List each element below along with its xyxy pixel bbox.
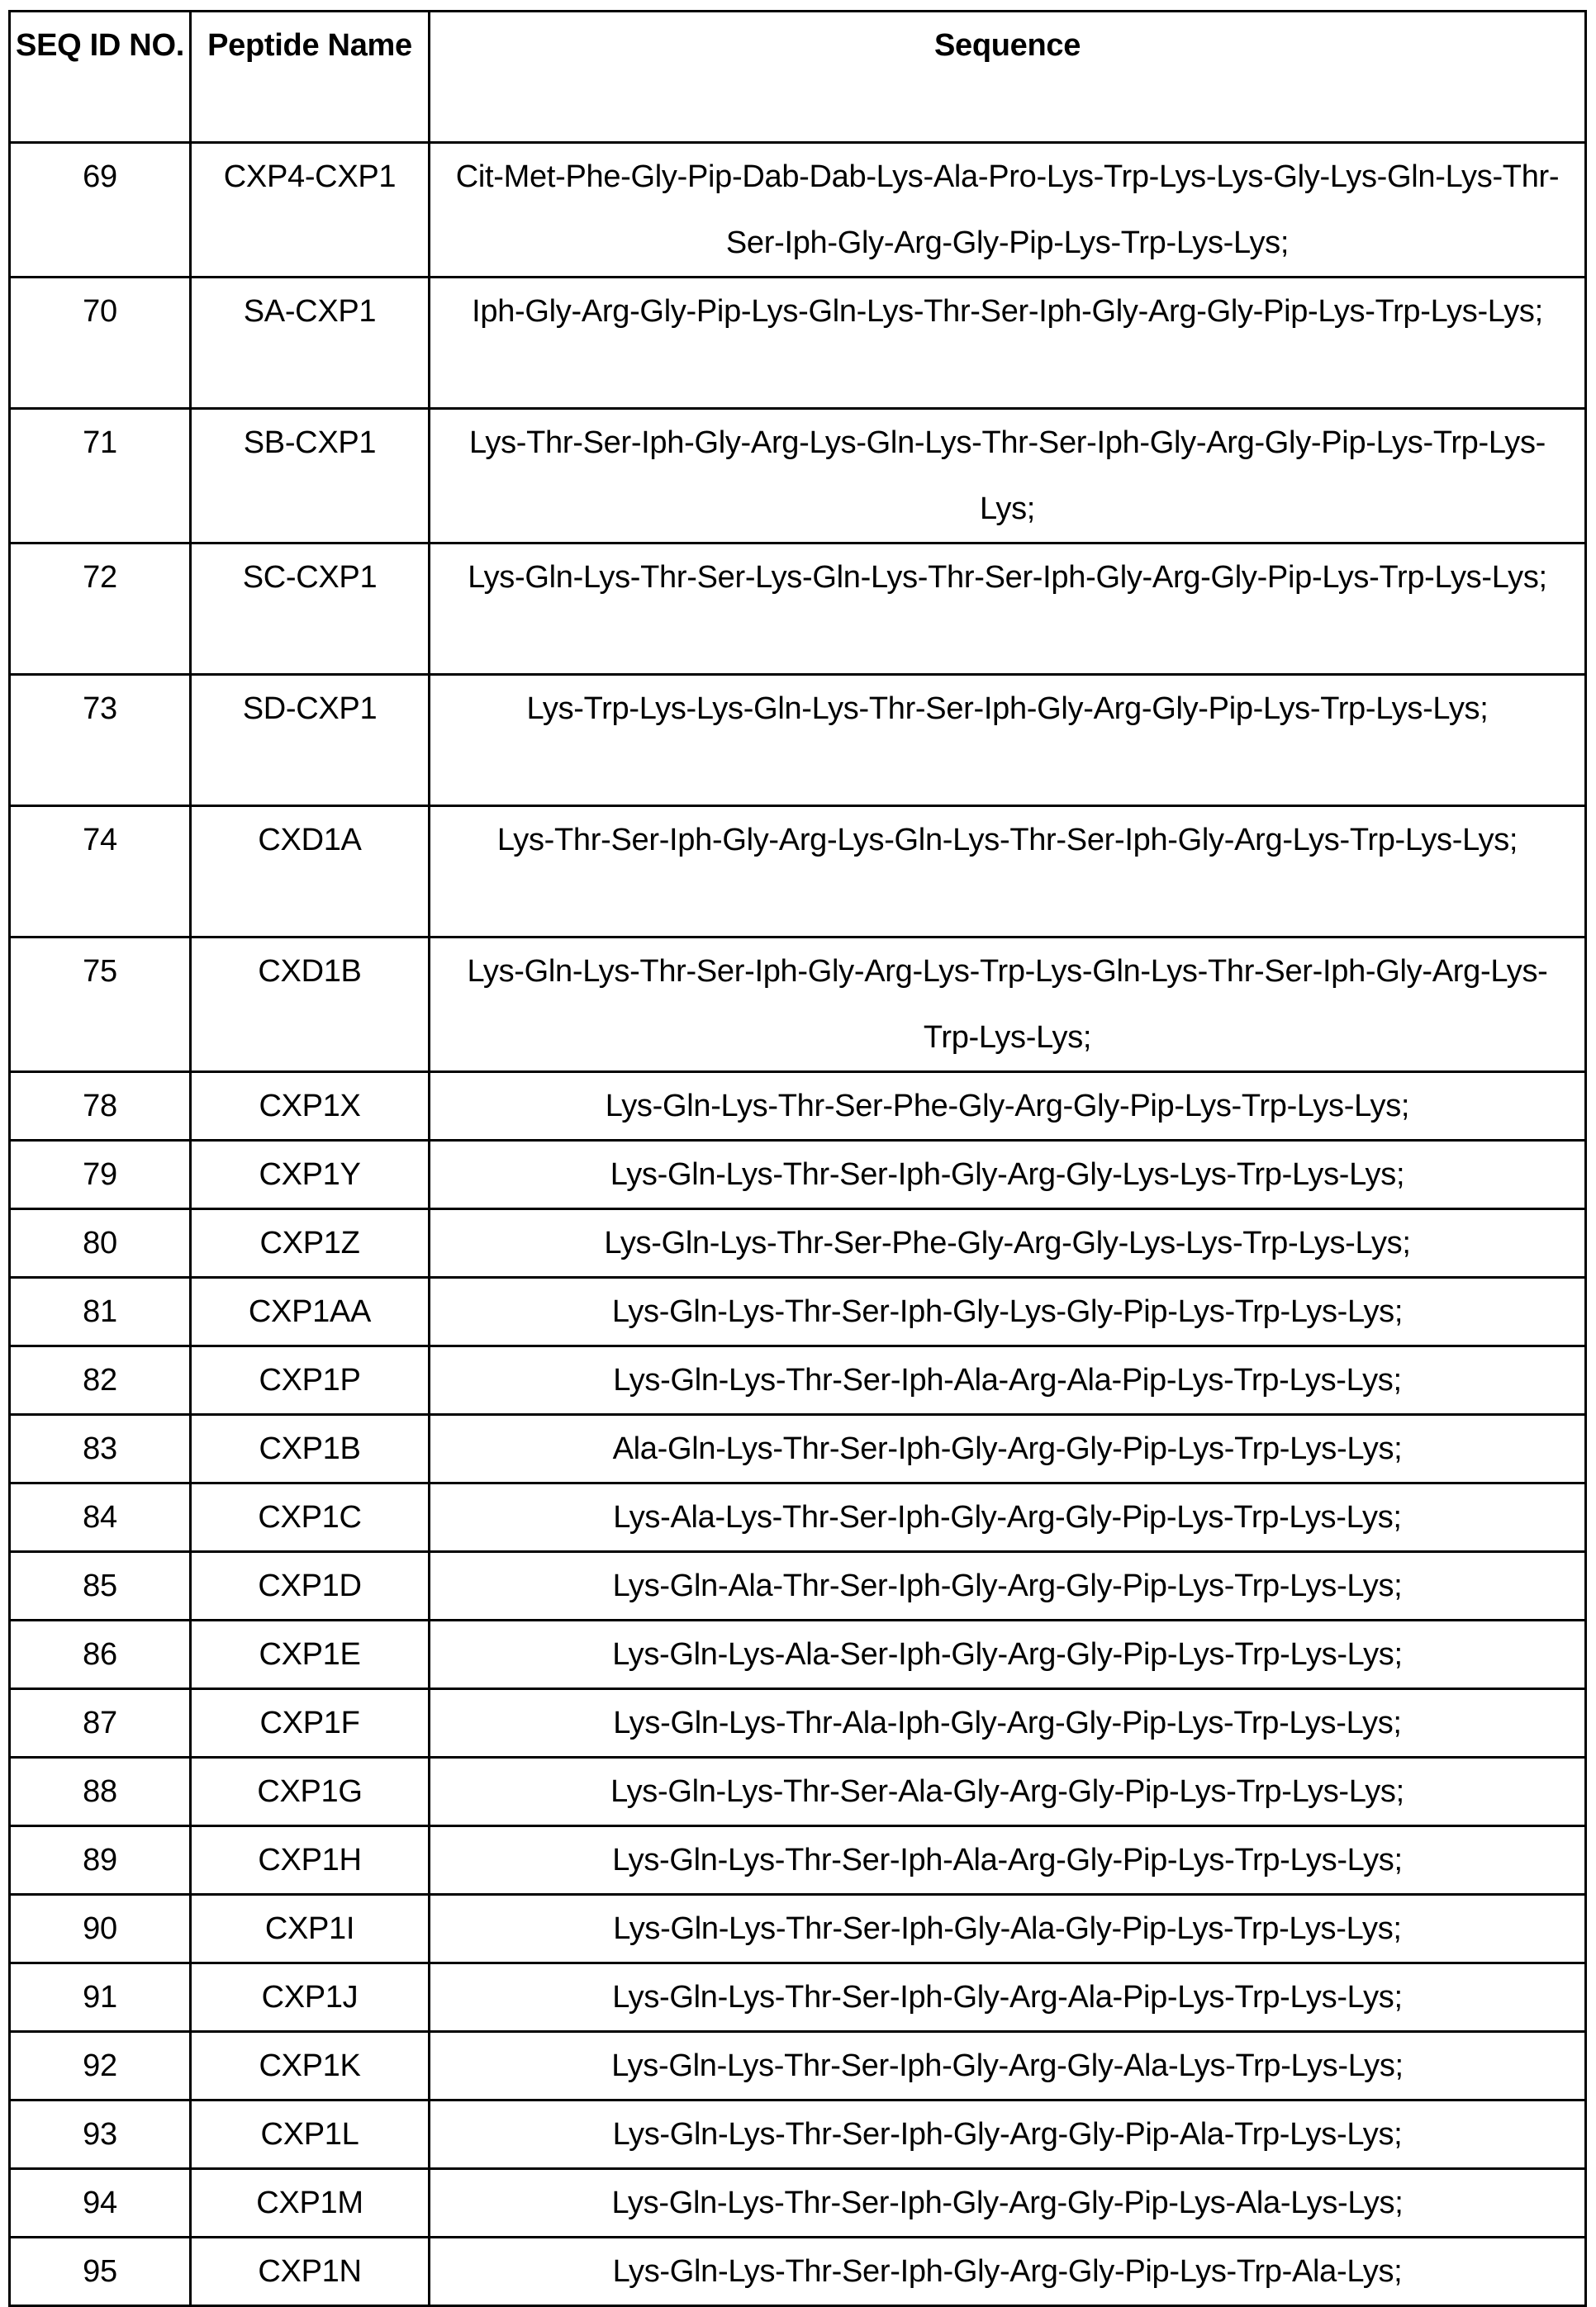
table-row <box>10 1209 1586 1278</box>
header-peptide-name: Peptide Name <box>191 12 430 143</box>
table-row <box>10 143 1586 278</box>
cell-peptide-name: CXP1X <box>191 1072 430 1141</box>
cell-peptide-name: CXP4-CXP1 <box>191 143 430 278</box>
cell-peptide-name: CXP1L <box>191 2101 430 2169</box>
cell-seq-id: 86 <box>10 1621 191 1689</box>
cell-sequence: Lys-Gln-Lys-Thr-Ser-Iph-Gly-Arg-Gly-Pip-Lys-Ala-Lys-Lys; <box>430 2169 1586 2238</box>
cell-seq-id: 94 <box>10 2169 191 2238</box>
cell-seq-id: 71 <box>10 409 191 544</box>
table-row <box>10 2101 1586 2169</box>
table-row <box>10 2169 1586 2238</box>
cell-sequence: Lys-Gln-Ala-Thr-Ser-Iph-Gly-Arg-Gly-Pip-Lys-Trp-Lys-Lys; <box>430 1552 1586 1621</box>
table-row <box>10 1141 1586 1209</box>
cell-sequence: Lys-Gln-Lys-Thr-Ser-Phe-Gly-Arg-Gly-Pip-Lys-Trp-Lys-Lys; <box>430 1072 1586 1141</box>
cell-peptide-name: CXP1D <box>191 1552 430 1621</box>
peptide-sequence-table <box>8 10 1587 2307</box>
cell-sequence <box>430 143 1586 278</box>
cell-seq-id: 91 <box>10 1963 191 2032</box>
cell-sequence: Lys-Gln-Lys-Thr-Ser-Iph-Ala-Arg-Gly-Pip-Lys-Trp-Lys-Lys; <box>430 1826 1586 1895</box>
cell-peptide-name: CXP1Z <box>191 1209 430 1278</box>
cell-peptide-name: CXP1B <box>191 1415 430 1483</box>
table-row <box>10 2032 1586 2101</box>
table-row <box>10 544 1586 675</box>
cell-seq-id: 85 <box>10 1552 191 1621</box>
cell-peptide-name: CXD1B <box>191 938 430 1072</box>
table-row <box>10 1621 1586 1689</box>
cell-seq-id: 83 <box>10 1415 191 1483</box>
sequence-text: Lys-Trp-Lys-Lys-Gln-Lys-Thr-Ser-Iph-Gly-Arg-Gly-Pip-Lys-Trp-Lys-Lys; <box>526 691 1489 726</box>
sequence-text: Lys-Gln-Lys-Thr-Ser-Lys-Gln-Lys-Thr-Ser-Iph-Gly-Arg-Gly-Pip-Lys-Trp-Lys-Lys; <box>468 560 1547 595</box>
cell-sequence <box>430 278 1586 409</box>
cell-sequence: Lys-Gln-Lys-Thr-Ser-Iph-Gly-Arg-Gly-Lys-Lys-Trp-Lys-Lys; <box>430 1141 1586 1209</box>
table-row <box>10 1415 1586 1483</box>
table-row <box>10 2238 1586 2306</box>
cell-seq-id: 90 <box>10 1895 191 1963</box>
cell-sequence: Lys-Gln-Lys-Thr-Ser-Iph-Gly-Arg-Gly-Pip-Lys-Trp-Ala-Lys; <box>430 2238 1586 2306</box>
cell-peptide-name: CXP1C <box>191 1483 430 1552</box>
cell-sequence: Lys-Gln-Lys-Thr-Ser-Iph-Gly-Arg-Gly-Ala-Lys-Trp-Lys-Lys; <box>430 2032 1586 2101</box>
cell-sequence <box>430 409 1586 544</box>
cell-seq-id: 73 <box>10 675 191 806</box>
cell-seq-id: 84 <box>10 1483 191 1552</box>
cell-peptide-name: SA-CXP1 <box>191 278 430 409</box>
cell-seq-id: 82 <box>10 1346 191 1415</box>
cell-peptide-name: CXP1K <box>191 2032 430 2101</box>
table-row <box>10 1552 1586 1621</box>
table-row <box>10 1689 1586 1758</box>
cell-peptide-name: SC-CXP1 <box>191 544 430 675</box>
cell-sequence: Lys-Gln-Lys-Thr-Ala-Iph-Gly-Arg-Gly-Pip-Lys-Trp-Lys-Lys; <box>430 1689 1586 1758</box>
cell-peptide-name: CXP1E <box>191 1621 430 1689</box>
sequence-text: Lys-Thr-Ser-Iph-Gly-Arg-Lys-Gln-Lys-Thr-Ser-Iph-Gly-Arg-Lys-Trp-Lys-Lys; <box>496 823 1518 857</box>
sequence-text: Lys-Thr-Ser-Iph-Gly-Arg-Lys-Gln-Lys-Thr-Ser-Iph-Gly-Arg-Gly-Pip-Lys-Trp-Lys-Lys; <box>468 425 1546 526</box>
cell-seq-id: 69 <box>10 143 191 278</box>
cell-peptide-name: CXP1G <box>191 1758 430 1826</box>
table-row <box>10 806 1586 938</box>
cell-peptide-name: CXP1J <box>191 1963 430 2032</box>
cell-seq-id: 70 <box>10 278 191 409</box>
cell-sequence: Ala-Gln-Lys-Thr-Ser-Iph-Gly-Arg-Gly-Pip-Lys-Trp-Lys-Lys; <box>430 1415 1586 1483</box>
table-row <box>10 409 1586 544</box>
cell-peptide-name: CXP1P <box>191 1346 430 1415</box>
cell-peptide-name: SD-CXP1 <box>191 675 430 806</box>
cell-seq-id: 93 <box>10 2101 191 2169</box>
cell-seq-id: 75 <box>10 938 191 1072</box>
header-sequence: Sequence <box>430 12 1586 143</box>
cell-sequence: Lys-Gln-Lys-Thr-Ser-Iph-Gly-Lys-Gly-Pip-Lys-Trp-Lys-Lys; <box>430 1278 1586 1346</box>
sequence-text: Lys-Gln-Lys-Thr-Ser-Iph-Gly-Arg-Lys-Trp-Lys-Gln-Lys-Thr-Ser-Iph-Gly-Arg-Lys-Trp-Lys-Lys; <box>467 954 1548 1055</box>
peptide-table-container <box>8 10 1584 2307</box>
cell-seq-id: 78 <box>10 1072 191 1141</box>
cell-peptide-name: CXP1AA <box>191 1278 430 1346</box>
table-row <box>10 278 1586 409</box>
cell-seq-id: 89 <box>10 1826 191 1895</box>
table-row <box>10 1483 1586 1552</box>
cell-peptide-name: CXP1I <box>191 1895 430 1963</box>
cell-seq-id: 81 <box>10 1278 191 1346</box>
sequence-text: Iph-Gly-Arg-Gly-Pip-Lys-Gln-Lys-Thr-Ser-Iph-Gly-Arg-Gly-Pip-Lys-Trp-Lys-Lys; <box>472 294 1543 329</box>
cell-sequence: Lys-Gln-Lys-Ala-Ser-Iph-Gly-Arg-Gly-Pip-Lys-Trp-Lys-Lys; <box>430 1621 1586 1689</box>
cell-peptide-name: CXD1A <box>191 806 430 938</box>
table-row <box>10 1072 1586 1141</box>
cell-sequence: Lys-Gln-Lys-Thr-Ser-Phe-Gly-Arg-Gly-Lys-Lys-Trp-Lys-Lys; <box>430 1209 1586 1278</box>
cell-sequence: Lys-Gln-Lys-Thr-Ser-Iph-Gly-Arg-Gly-Pip-Ala-Trp-Lys-Lys; <box>430 2101 1586 2169</box>
cell-peptide-name: CXP1M <box>191 2169 430 2238</box>
cell-peptide-name: SB-CXP1 <box>191 409 430 544</box>
cell-sequence: Lys-Gln-Lys-Thr-Ser-Iph-Ala-Arg-Ala-Pip-Lys-Trp-Lys-Lys; <box>430 1346 1586 1415</box>
cell-peptide-name: CXP1Y <box>191 1141 430 1209</box>
table-row <box>10 1826 1586 1895</box>
cell-sequence <box>430 806 1586 938</box>
cell-seq-id: 95 <box>10 2238 191 2306</box>
cell-sequence: Lys-Gln-Lys-Thr-Ser-Iph-Gly-Arg-Ala-Pip-Lys-Trp-Lys-Lys; <box>430 1963 1586 2032</box>
sequence-text: Cit-Met-Phe-Gly-Pip-Dab-Dab-Lys-Ala-Pro-Lys-Trp-Lys-Lys-Gly-Lys-Gln-Lys-Thr-Ser-Iph-Gly-Arg-Gly-Pip-Lys-Trp-Lys-Lys; <box>455 159 1560 260</box>
cell-peptide-name: CXP1F <box>191 1689 430 1758</box>
cell-seq-id: 92 <box>10 2032 191 2101</box>
table-row <box>10 1963 1586 2032</box>
cell-sequence <box>430 675 1586 806</box>
table-row <box>10 1895 1586 1963</box>
cell-seq-id: 72 <box>10 544 191 675</box>
cell-seq-id: 74 <box>10 806 191 938</box>
table-row <box>10 1758 1586 1826</box>
table-header-row <box>10 12 1586 143</box>
cell-seq-id: 79 <box>10 1141 191 1209</box>
cell-peptide-name: CXP1H <box>191 1826 430 1895</box>
cell-sequence: Lys-Ala-Lys-Thr-Ser-Iph-Gly-Arg-Gly-Pip-Lys-Trp-Lys-Lys; <box>430 1483 1586 1552</box>
table-row <box>10 675 1586 806</box>
cell-sequence: Lys-Gln-Lys-Thr-Ser-Ala-Gly-Arg-Gly-Pip-Lys-Trp-Lys-Lys; <box>430 1758 1586 1826</box>
cell-seq-id: 87 <box>10 1689 191 1758</box>
header-seq-id: SEQ ID NO. <box>10 12 191 143</box>
table-row <box>10 1278 1586 1346</box>
table-row <box>10 938 1586 1072</box>
cell-sequence: Lys-Gln-Lys-Thr-Ser-Iph-Gly-Ala-Gly-Pip-Lys-Trp-Lys-Lys; <box>430 1895 1586 1963</box>
cell-seq-id: 80 <box>10 1209 191 1278</box>
table-row <box>10 1346 1586 1415</box>
cell-sequence <box>430 544 1586 675</box>
cell-peptide-name: CXP1N <box>191 2238 430 2306</box>
cell-seq-id: 88 <box>10 1758 191 1826</box>
cell-sequence <box>430 938 1586 1072</box>
